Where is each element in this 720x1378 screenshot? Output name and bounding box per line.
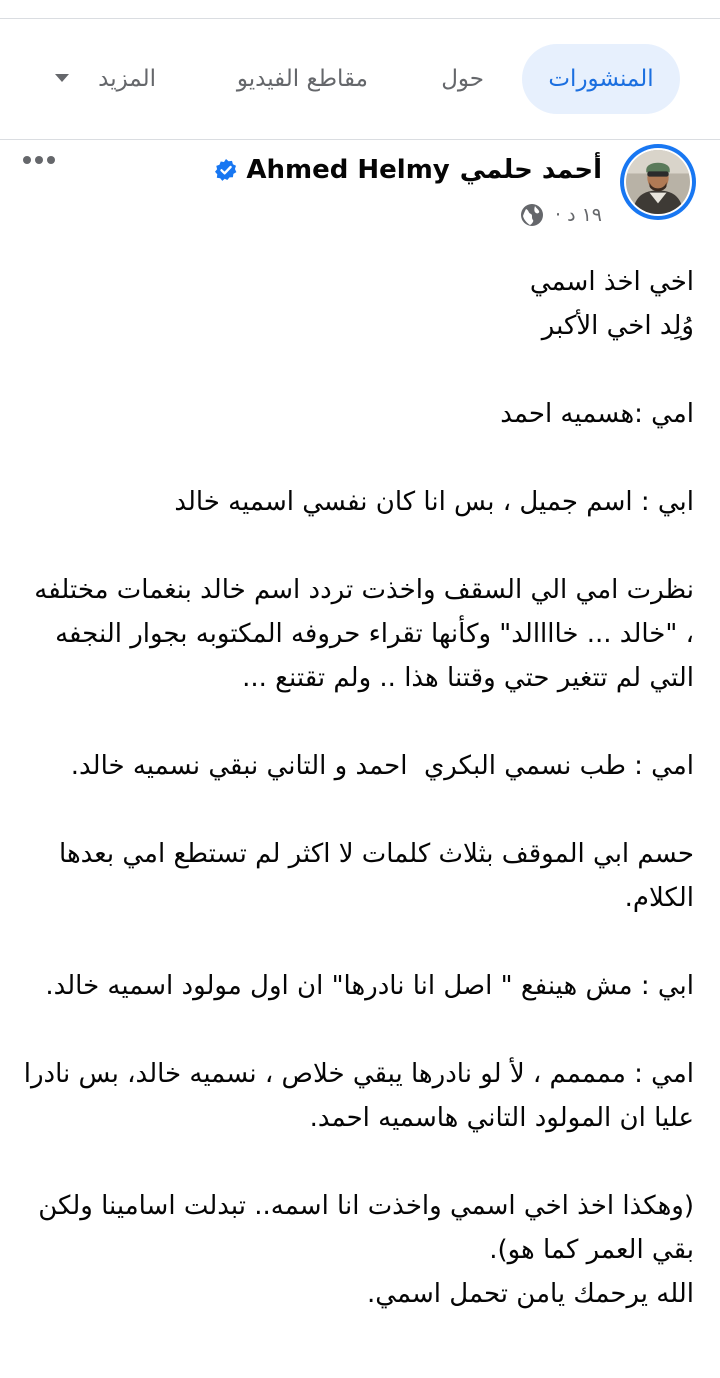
- profile-tabs: [0, 44, 720, 114]
- post-time[interactable]: ١٩ د: [567, 204, 602, 226]
- meta-separator: ·: [555, 204, 562, 226]
- tab-videos-label: مقاطع الفيديو: [236, 66, 368, 92]
- avatar-photo: [626, 150, 690, 214]
- avatar[interactable]: [620, 144, 696, 220]
- tab-more[interactable]: [55, 44, 156, 114]
- more-horizontal-icon[interactable]: [20, 146, 58, 174]
- globe-icon: [519, 202, 545, 228]
- post-body: اخي اخذ اسمي وُلِد اخي الأكبر امي :هسميه احمد ابي : اسم جميل ، بس انا كان نفسي اسميه خالد نظرت امي الي السقف واخذت تردد اسم خالد بنغمات مختلفه ، "خالد ... خاااالد" وكأنها تقراء حروفه المكتوبه بجوار النجفه التي لم تتغير حتي وقتنا هذا .. ولم تقتنع ... امي : طب نسمي البكري احمد و التاني نبقي نسميه خالد. حسم ابي الموقف بثلاث كلمات لا اكثر لم تستطع امي بعدها الكلام. ابي : مش هينفع " اصل انا نادرها" ان اول مولود اسميه خالد. امي : ممممم ، لأ لو نادرها يبقي خلاص ، نسميه خالد، بس نادرا عليا ان المولود التاني هاسميه احمد. (وهكذا اخذ اخي اسمي واخذت انا اسمه.. تبدلت اسامينا ولكن بقي العمر كما هو). الله يرحمك يامن تحمل اسمي.: [23, 267, 694, 1309]
- tab-more-label: المزيد: [98, 66, 156, 92]
- post-meta: [519, 198, 602, 232]
- top-divider: [0, 18, 720, 19]
- section-divider: [0, 139, 720, 140]
- tab-about[interactable]: [441, 44, 484, 114]
- caret-down-icon: [55, 74, 69, 82]
- author-name-arabic[interactable]: أحمد حلمي: [459, 155, 602, 185]
- tab-about-label: حول: [441, 66, 484, 92]
- tab-posts-label: المنشورات: [548, 66, 654, 92]
- author-name-row: [214, 150, 602, 190]
- tab-posts[interactable]: [522, 44, 680, 114]
- verified-badge-icon: [214, 158, 238, 182]
- tab-videos[interactable]: [237, 44, 368, 114]
- author-name-english[interactable]: Ahmed Helmy: [246, 155, 450, 185]
